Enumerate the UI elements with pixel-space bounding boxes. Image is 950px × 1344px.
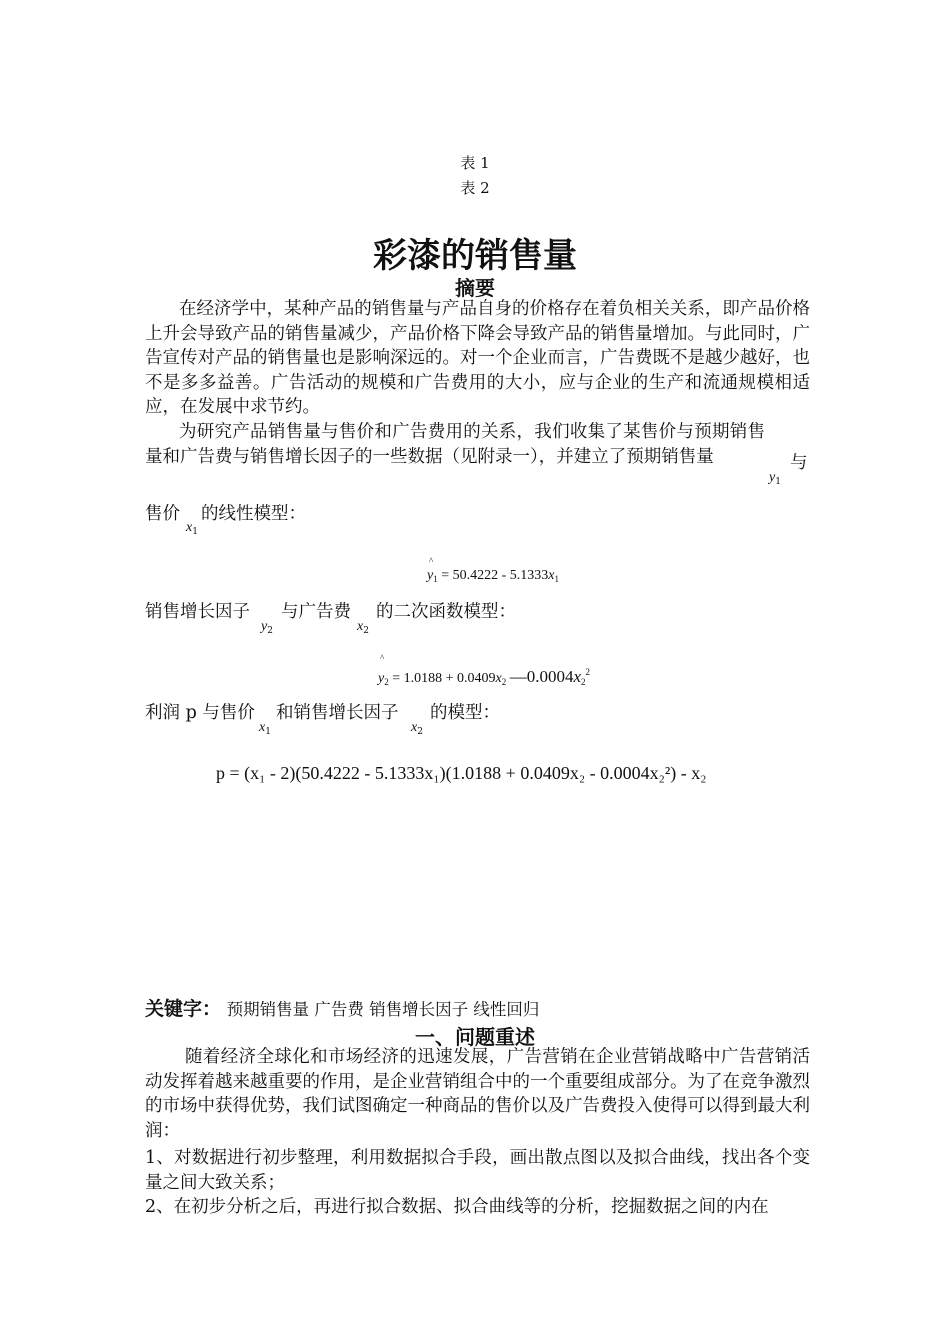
- quadratic-model-label: 的二次函数模型：: [376, 602, 516, 622]
- price-label: 售价: [145, 504, 180, 524]
- section-1-heading: 一、问题重述: [415, 1025, 535, 1049]
- document-title: 彩漆的销售量: [373, 236, 577, 276]
- keywords-line: [145, 997, 539, 1022]
- keywords-label: 关键字：: [145, 998, 222, 1020]
- table-label-2: 表 2: [460, 179, 490, 197]
- abstract-paragraph-2: 为研究产品销售量与售价和广告费用的关系，我们收集了某售价与预期销售量和广告费与销售增长因子的一些数据（见附录一），并建立了预期销售量: [145, 422, 765, 467]
- keywords-list: 预期销售量 广告费 销售增长因子 线性回归: [226, 1000, 540, 1019]
- profit-model-label-b: 和销售增长因子: [276, 703, 399, 723]
- table-label-1: 表 1: [460, 154, 490, 172]
- equation-2: ^ $y_2 = 1.0188 + 0.0409x_2$ $—0.0004x_2^2$: [378, 653, 591, 687]
- equation-3-profit: p = (x₁ - 2)(50.4222 - 5.1333x₁)(1.0188 + 0.0409x₂ - 0.0004x₂²) - x₂: [216, 763, 707, 783]
- var-y1-inline: $y_1$: [769, 470, 781, 487]
- var-x1-inline-2: $x_1$: [259, 720, 271, 737]
- abstract-paragraph-2-tail: 与: [790, 453, 808, 473]
- section-1-paragraph: 随着经济全球化和市场经济的迅速发展，广告营销在企业营销战略中广告营销活动发挥着越来越重要的作用，是企业营销组合中的一个重要组成部分。为了在竞争激烈的市场中获得优势，我们试图确定一种商品的售价以及广告费投入使得可以得到最大利润：: [145, 1047, 810, 1141]
- ad-cost-label: 与广告费: [281, 602, 351, 622]
- abstract-heading: 摘要: [455, 276, 495, 300]
- equation-1: ^ $y_1 = 50.4222 - 5.1333x_1$: [427, 556, 559, 584]
- var-y2-inline: $y_2$: [261, 619, 273, 636]
- var-x2-inline-2: $x_2$: [411, 720, 423, 737]
- profit-model-label-c: 的模型：: [430, 703, 500, 723]
- linear-model-label: 的线性模型：: [201, 504, 306, 524]
- section-1-item-2: 2、在初步分析之后，再进行拟合数据、拟合曲线等的分析，挖掘数据之间的内在: [145, 1197, 769, 1217]
- section-1-item-1: 1、对数据进行初步整理，利用数据拟合手段，画出散点图以及拟合曲线，找出各个变量之间大致关系；: [145, 1148, 810, 1193]
- abstract-paragraph-1: 在经济学中，某种产品的销售量与产品自身的价格存在着负相关关系，即产品价格上升会导致产品的销售量减少，产品价格下降会导致产品的销售量增加。与此同时，广告宣传对产品的销售量也是影响深远的。对一个企业而言，广告费既不是越少越好，也不是多多益善。广告活动的规模和广告费用的大小，应与企业的生产和流通规模相适应，在发展中求节约。: [145, 299, 810, 417]
- profit-model-label-a: 利润 p 与售价: [145, 703, 255, 723]
- growth-factor-label: 销售增长因子: [145, 602, 250, 622]
- var-x2-inline: $x_2$: [357, 619, 369, 636]
- var-x1-inline: $x_1$: [186, 520, 198, 537]
